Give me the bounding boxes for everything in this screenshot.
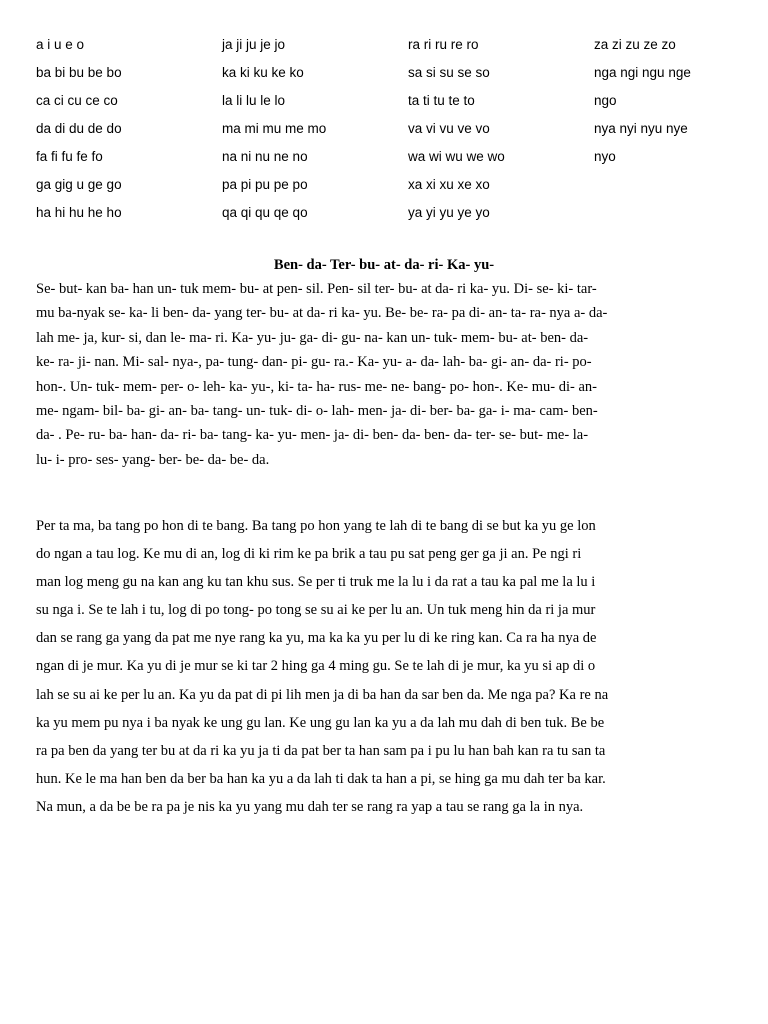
syllable-row: ngo — [594, 93, 617, 108]
syllable-column — [594, 31, 691, 171]
syllable-row: ga gig u ge go — [36, 177, 122, 192]
syllable-row: fa fi fu fe fo — [36, 149, 103, 164]
text-line: Na mun, a da be be ra pa je nis ka yu yang mu dah ter se rang ra yap a tau se rang ga la in nya. — [36, 798, 584, 815]
text-line: su nga i. Se te lah i tu, log di po tong- po tong se su ai ke per lu an. Un tuk meng hin da ri ja mur — [36, 602, 596, 619]
syllable-column — [222, 31, 326, 227]
text-line: ngan di je mur. Ka yu di je mur se ki tar 2 hing ga 4 ming gu. Se te lah di je mur, ka yu si ap di o — [36, 658, 596, 675]
text-line: do ngan a tau log. Ke mu di an, log di ki rim ke pa brik a tau pu sat peng ger ga ji an. Pe ngi ri — [36, 546, 582, 563]
syllable-row: qa qi qu qe qo — [222, 205, 308, 220]
syllable-row: ca ci cu ce co — [36, 93, 118, 108]
text-line: lu- i- pro- ses- yang- ber- be- da- be- da. — [36, 451, 270, 468]
text-line: ra pa ben da yang ter bu at da ri ka yu ja ti da pat ber ta han sam pa i pu lu han bah kan ra tu san ta — [36, 742, 606, 759]
text-line: me- ngam- bil- ba- gi- an- ba- tang- un- tuk- di- o- lah- men- ja- di- ber- ba- ga- i- ma- cam- ben- — [36, 403, 598, 420]
syllable-column — [408, 31, 505, 227]
text-line: lah me- ja, kur- si, dan le- ma- ri. Ka- yu- ju- ga- di- gu- na- kan un- tuk- mem- bu- at- ben- da- — [36, 329, 589, 346]
syllable-row: na ni nu ne no — [222, 149, 308, 164]
text-line: man log meng gu na kan ang ku tan khu sus. Se per ti truk me la lu i da rat a tau ka pal me la lu i — [36, 574, 596, 591]
reading-title: Ben- da- Ter- bu- at- da- ri- Ka- yu- — [273, 257, 495, 273]
syllable-row: ba bi bu be bo — [36, 65, 122, 80]
syllable-row: ta ti tu te to — [408, 93, 475, 108]
text-line: mu ba-nyak se- ka- li ben- da- yang ter- bu- at da- ri ka- yu. Be- be- ra- pa di- an- ta- ra- nya a- da- — [36, 305, 608, 322]
syllable-row: ha hi hu he ho — [36, 205, 122, 220]
syllable-row: nga ngi ngu nge — [594, 65, 691, 80]
syllable-row: sa si su se so — [408, 65, 490, 80]
syllable-row: pa pi pu pe po — [222, 177, 308, 192]
syllable-row: ma mi mu me mo — [222, 121, 327, 136]
syllable-row: za zi zu ze zo — [594, 37, 676, 52]
syllable-row: nyo — [594, 149, 616, 164]
syllable-row: ka ki ku ke ko — [222, 65, 304, 80]
syllable-row: ra ri ru re ro — [408, 37, 479, 52]
syllable-row: a i u e o — [36, 37, 85, 52]
syllable-column — [36, 31, 122, 227]
syllable-row: la li lu le lo — [222, 93, 286, 108]
text-line: ke- ra- ji- nan. Mi- sal- nya-, pa- tung- dan- pi- gu- ra.- Ka- yu- a- da- lah- ba- gi- an- da- ri- po- — [36, 354, 592, 371]
text-line: hun. Ke le ma han ben da ber ba han ka yu a da lah ti dak ta han a pi, se hing ga mu dah ter ba kar. — [36, 770, 606, 787]
syllable-row: da di du de do — [36, 121, 122, 136]
syllable-row: ya yi yu ye yo — [408, 205, 490, 220]
syllable-row: va vi vu ve vo — [408, 121, 490, 136]
text-line: dan se rang ga yang da pat me nye rang ka yu, ma ka ka yu per lu di ke ring kan. Ca ra ha nya de — [36, 630, 597, 647]
paragraph-2 — [36, 512, 740, 821]
text-line: Per ta ma, ba tang po hon di te bang. Ba tang po hon yang te lah di te bang di se but ka yu ge lon — [36, 518, 596, 534]
text-line: da- . Pe- ru- ba- han- da- ri- ba- tang- ka- yu- men- ja- di- ben- da- ben- da- ter- se- but- me- la- — [36, 427, 589, 444]
text-line: ka yu mem pu nya i ba nyak ke ung gu lan. Ke ung gu lan ka yu a da lah mu dah di ben tuk. Be be — [36, 714, 605, 731]
text-line: lah se su ai ke per lu an. Ka yu da pat di pi lih men ja di ba han da sar ben da. Me nga pa? Ka re na — [36, 686, 609, 703]
syllable-row: xa xi xu xe xo — [408, 177, 490, 192]
paragraph-1 — [36, 277, 740, 472]
text-line: hon-. Un- tuk- mem- per- o- leh- ka- yu-, ki- ta- ha- rus- me- ne- bang- po- hon-. Ke- mu- di- an- — [36, 378, 597, 395]
text-line: Se- but- kan ba- han un- tuk mem- bu- at pen- sil. Pen- sil ter- bu- at da- ri ka- yu. Di- se- ki- tar- — [36, 281, 597, 297]
syllable-row: nya nyi nyu nye — [594, 121, 688, 136]
syllable-row: wa wi wu we wo — [408, 149, 505, 164]
syllable-row: ja ji ju je jo — [222, 37, 286, 52]
